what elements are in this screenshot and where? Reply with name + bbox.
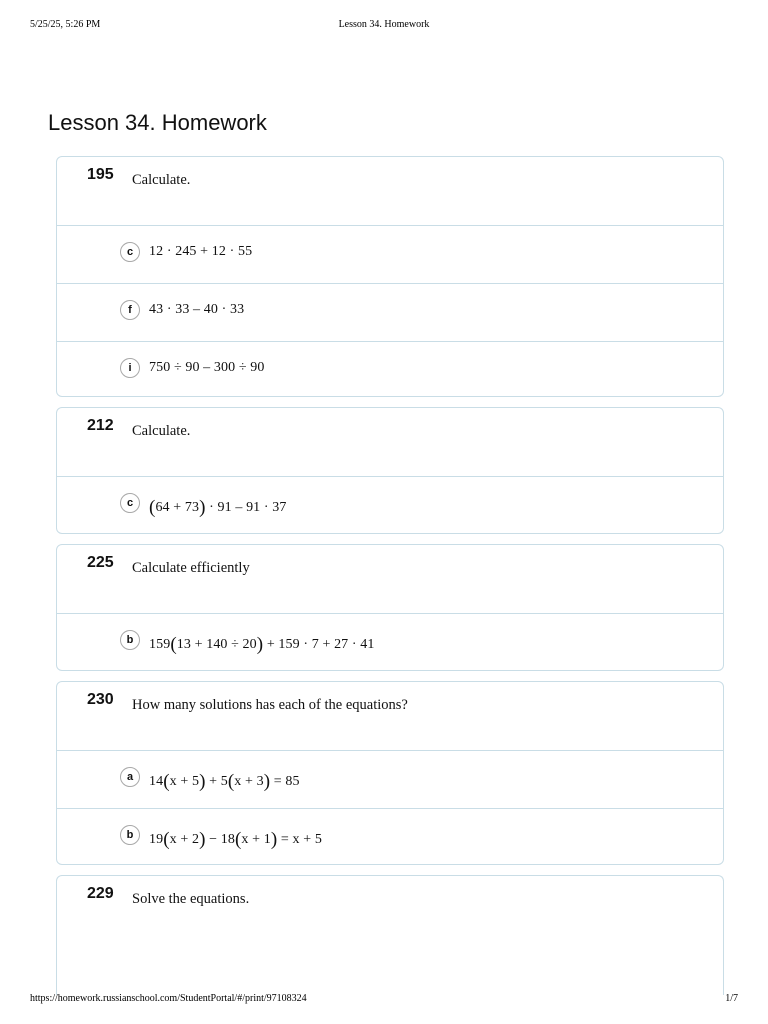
problem-part [57, 341, 723, 397]
problem-number: 195 [87, 166, 114, 183]
print-date: 5/25/25, 5:26 PM [30, 19, 101, 30]
problem-instruction: Calculate. [132, 172, 191, 188]
problem-instruction: How many solutions has each of the equations? [132, 697, 408, 713]
part-label-badge: a [120, 767, 140, 787]
part-label-badge: b [120, 825, 140, 845]
problem-card-212 [56, 407, 724, 534]
math-expression: 14(x + 5) + 5(x + 3) = 85 [149, 771, 300, 792]
problem-header [57, 545, 723, 614]
math-expression: 19(x + 2) − 18(x + 1) = x + 5 [149, 829, 322, 850]
part-label-badge: b [120, 630, 140, 650]
print-title: Lesson 34. Homework [338, 19, 430, 30]
problem-instruction: Calculate efficiently [132, 560, 250, 576]
problem-number: 229 [87, 885, 114, 902]
problem-header [57, 682, 723, 751]
print-footer [30, 993, 738, 1007]
problem-card-225 [56, 544, 724, 671]
problem-number: 230 [87, 691, 114, 708]
problem-part [57, 226, 723, 283]
part-label-badge: c [120, 493, 140, 513]
problem-header [57, 157, 723, 226]
problem-instruction: Calculate. [132, 423, 191, 439]
problem-part [57, 283, 723, 341]
problem-part [57, 477, 723, 534]
problem-card-230 [56, 681, 724, 865]
math-expression: 750 ÷ 90 – 300 ÷ 90 [149, 360, 265, 375]
print-header [30, 19, 738, 33]
problem-part [57, 614, 723, 671]
problem-part [57, 808, 723, 865]
problem-header [57, 876, 723, 944]
math-expression: 159(13 + 140 ÷ 20) + 159 · 7 + 27 · 41 [149, 634, 375, 655]
page-title: Lesson 34. Homework [48, 110, 267, 135]
page-number: 1/7 [725, 993, 738, 1004]
math-expression: 12 · 245 + 12 · 55 [149, 244, 253, 259]
page-url: https://homework.russianschool.com/StudentPortal/#/print/97108324 [30, 993, 307, 1004]
problem-part [57, 751, 723, 808]
problem-header [57, 408, 723, 477]
part-label-badge: i [120, 358, 140, 378]
problem-number: 225 [87, 554, 114, 571]
problem-card-229 [56, 875, 724, 995]
problem-card-195 [56, 156, 724, 397]
part-label-badge: c [120, 242, 140, 262]
math-expression: (64 + 73) · 91 – 91 · 37 [149, 497, 287, 518]
problem-instruction: Solve the equations. [132, 891, 250, 907]
problem-number: 212 [87, 417, 114, 434]
part-label-badge: f [120, 300, 140, 320]
math-expression: 43 · 33 – 40 · 33 [149, 302, 245, 317]
